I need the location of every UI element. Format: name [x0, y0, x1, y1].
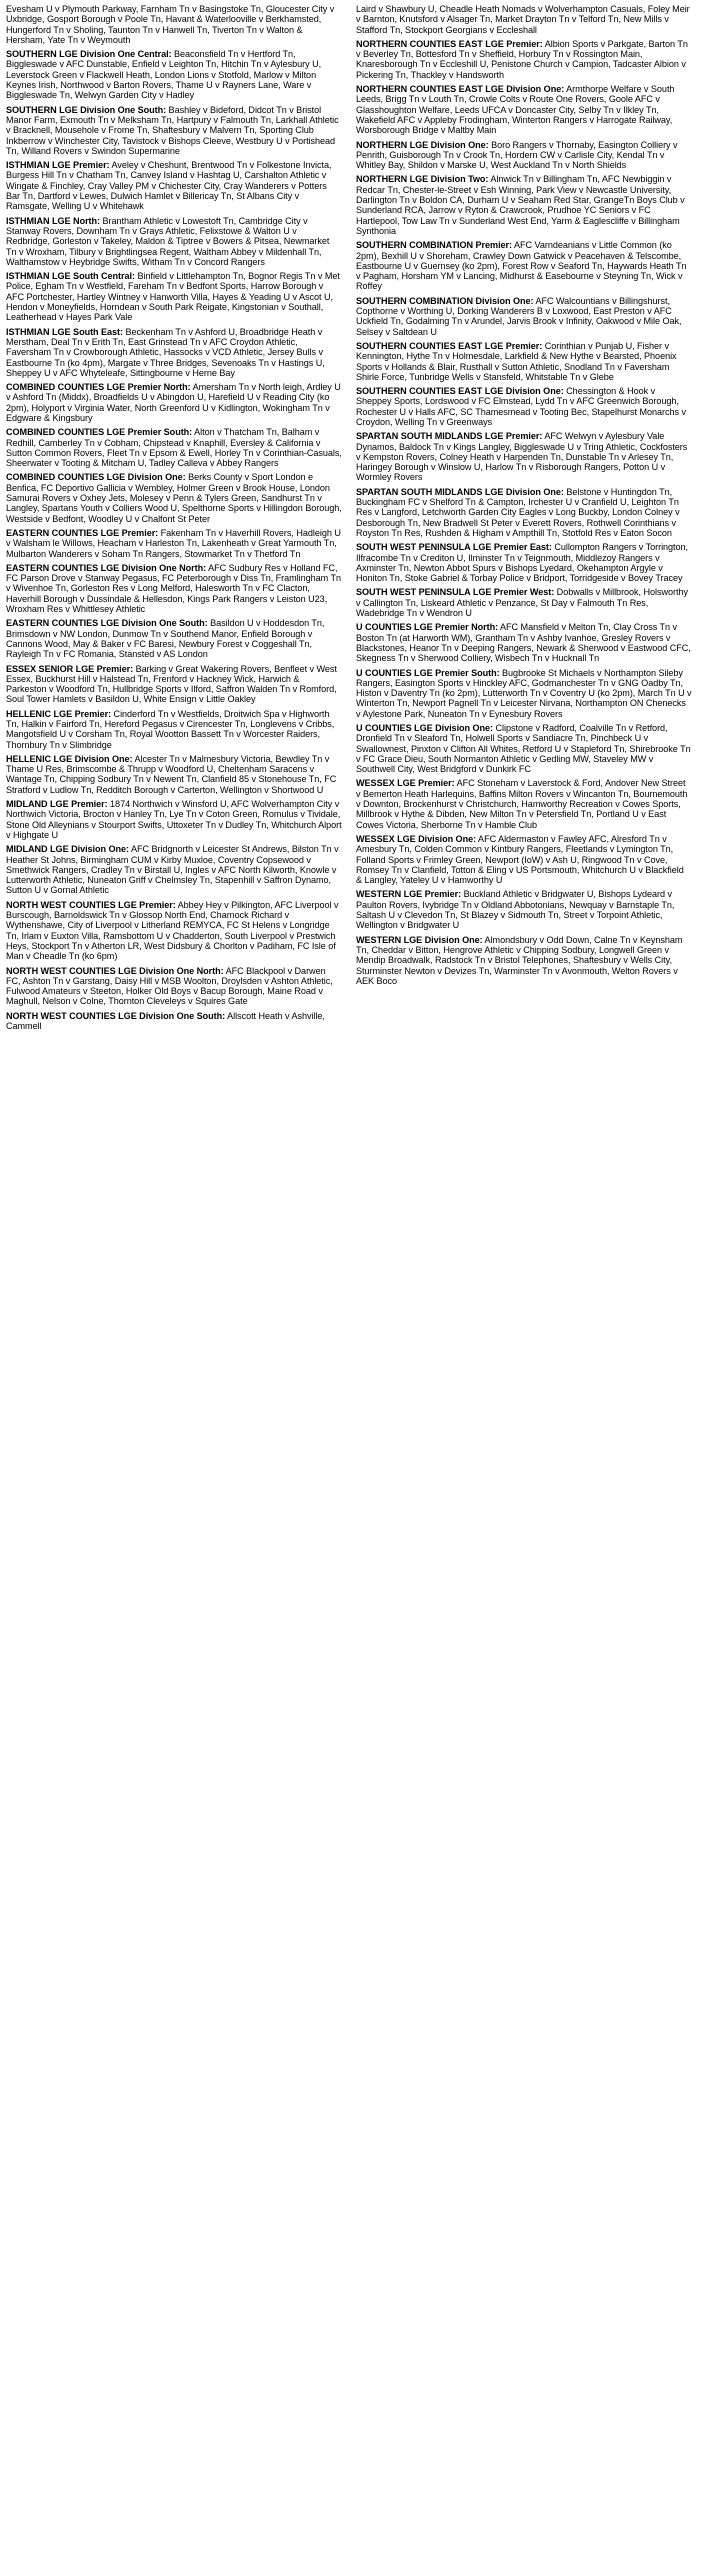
fixtures-text: AFC Varndeanians v Little Common (ko 2pm), Bexhill U v Shoreham, Crawley Down Gatwick v Peacehaven & Telscombe, Eastbourne U v Guernsey (ko 2pm), Forest Row v Seaford Tn, Haywards Heath Tn v Pagham, Horsham YM v Lancing, Midhurst & Easebourne v Steyning Tn, Wick v Roffey — [356, 240, 687, 292]
league-heading: SOUTHERN COMBINATION Division One: — [356, 295, 534, 306]
fixtures-text: Beaconsfield Tn v Hertford Tn, Biggleswade v AFC Dunstable, Enfield v Leighton Tn, Hitchin Tn v Aylesbury U, Leverstock Green v Flackwell Heath, London Lions v Stotfold, Marlow v Milton Keynes Irish, Northwood v Barton Rovers, Thame U v Rayners Lane, Ware v Biggleswade Tn, Welwyn Garden City v Hadley — [6, 49, 322, 101]
fixtures-text: Basildon U v Hoddesdon Tn, Brimsdown v NW London, Dunmow Tn v Southend Manor, Enfield Borough v Cannons Wood, May & Baker v FC Baresi, Newbury Forest v Coggeshall Tn, Rayleigh Tn v FC Romania, Stansted v AS London — [6, 618, 325, 660]
fixtures-text: Aveley v Cheshunt, Brentwood Tn v Folkestone Invicta, Burgess Hill Tn v Chatham Tn, Canvey Island v Hashtag U, Carshalton Athletic v Wingate & Finchley, Cray Valley PM v Chichester City, Cray Wanderers v Potters Bar Tn, Dartford v Lewes, Dulwich Hamlet v Billericay Tn, St Albans City v Ramsgate, Welling U v Whitehawk — [6, 160, 332, 212]
fixtures-text: AFC Aldermaston v Fawley AFC, Alresford Tn v Amesbury Tn, Colden Common v Kintbury Rangers, Fleetlands v Lymington Tn, Folland Sports v Frimley Green, Newport (IoW) v Ash U, Ringwood Tn v Cove, Romsey Tn v Clanfield, Totton & Eling v US Portsmouth, Whitchurch U v Blackfield & Langley, Yateley U v Hamworthy U — [356, 833, 684, 886]
league-heading: MIDLAND LGE Premier: — [6, 799, 108, 810]
fixtures-text: Beckenham Tn v Ashford U, Broadbridge Heath v Merstham, Deal Tn v Erith Tn, East Grinstead Tn v AFC Croydon Athletic, Faversham Tn v Crowborough Athletic, Hassocks v VCD Athletic, Jersey Bulls v Eastbourne Tn (ko 4pm), Margate v Three Bridges, Sevenoaks Tn v Hastings U, Sheppey U v AFC Whyteleafe, Sittingbourne v Herne Bay — [6, 326, 325, 378]
fixtures-entry — [6, 472, 342, 523]
fixtures-entry — [356, 587, 692, 618]
column-right — [356, 4, 692, 990]
fixtures-entry — [356, 622, 692, 663]
league-heading: U COUNTIES LGE Division One: — [356, 723, 494, 733]
league-heading: WESSEX LGE Premier: — [356, 778, 455, 789]
fixtures-entry — [6, 4, 342, 45]
fixtures-text: Binfield v Littlehampton Tn, Bognor Regis Tn v Met Police, Egham Tn v Westfield, Fareham Tn v Bedfont Sports, Harrow Borough v AFC Portchester, Hartley Wintney v Hanworth Villa, Hayes & Yeading U v Ascot U, Hendon v Moneyfields, Horndean v South Park Reigate, Kingstonian v Southall, Leatherhead v Hayes Park Vale — [6, 271, 340, 323]
league-heading: NORTHERN COUNTIES EAST LGE Division One: — [356, 84, 565, 95]
fixtures-text: Bugbrooke St Michaels v Northampton Sileby Rangers, Easington Sports v Hinckley AFC, Godmanchester Tn v GNG Oadby Tn, Histon v Daventry Tn (ko 2pm), Lutterworth Tn v Coventry U (ko 2pm), March Tn U v Winterton Tn, Newport Pagnell Tn v Leicester Nirvana, Northampton ON Chenecks v Aylestone Park, Nuneaton Tn v Eynesbury Rovers — [356, 667, 692, 719]
fixtures-text: AFC Walcountians v Billingshurst, Copthorne v Worthing U, Dorking Wanderers B v Loxwood, East Preston v AFC Uckfield Tn, Godalming Tn v Arundel, Jarvis Brook v Infinity, Oakwood v Mile Oak, Selsey v Saltdean U — [356, 295, 682, 337]
league-heading: SOUTH WEST PENINSULA LGE Premier West: — [356, 587, 555, 598]
fixtures-text: Cullompton Rangers v Torrington, Ilfracombe Tn v Crediton U, Ilminster Tn v Teignmouth, Middlezoy Rangers v Axminster Tn, Newton Abbot Spurs v Bishops Lyedard, Okehampton Argyle v Honiton Tn, Stoke Gabriel & Torbay Police v Bridport, Torridgeside v Bovey Tracey — [356, 542, 689, 584]
fixtures-text: AFC Mansfield v Melton Tn, Clay Cross Tn v Boston Tn (at Harworth WM), Grantham Tn v Ashby Ivanhoe, Gresley Rovers v Blackstones, Heanor Tn v Deeping Rangers, Newark & Sherwood v Eastwood CFC, Skegness Tn v Sherwood Colliery, Wisbech Tn v Hucknall Tn — [356, 622, 691, 664]
fixtures-text: Fakenham Tn v Haverhill Rovers, Hadleigh U v Walsham le Willows, Heacham v Harleston Tn, Lakenheath v Great Yarmouth Tn, Mulbarton Wanderers v Soham Tn Rangers, Stowmarket Tn v Thetford Tn — [6, 527, 341, 559]
fixtures-text: Alton v Thatcham Tn, Balham v Redhill, Camberley Tn v Cobham, Chipstead v Knaphill, Eversley & California v Sutton Common Rovers, Fleet Tn v Epsom & Ewell, Horley Tn v Corinthian-Casuals, Sheerwater v Tooting & Mitcham U, Tadley Calleva v Abbey Rangers — [6, 427, 342, 469]
league-heading: WESTERN LGE Division One: — [356, 934, 483, 945]
league-heading: SOUTHERN COMBINATION Premier: — [356, 240, 513, 251]
fixtures-entry — [356, 386, 692, 427]
fixtures-entry — [6, 528, 342, 559]
fixtures-text: Alcester Tn v Malmesbury Victoria, Bewdley Tn v Thame U Res, Brimscombe & Thrupp v Woodford U, Cheltenham Saracens v Wantage Tn, Chipping Sodbury Tn v Newent Tn, Clanfield 85 v Stonehouse Tn, FC Stratford v Ludlow Tn, Redditch Borough v Carterton, Wellington v Shortwood U — [6, 753, 337, 795]
fixtures-text: Chessington & Hook v Sheppey Sports, Lordswood v FC Elmstead, Lydd Tn v AFC Greenwich Borough, Rochester U v Halls AFC, SC Thamesmead v Tooting Bec, Stapelhurst Monarchs v Croydon, Welling Tn v Greenways — [356, 386, 686, 427]
fixtures-entry — [356, 140, 692, 171]
fixtures-entry — [6, 900, 342, 962]
fixtures-text: Almondsbury v Odd Down, Calne Tn v Keynsham Tn, Cheddar v Bitton, Hengrove Athletic v Chipping Sodbury, Longwell Green v Mendip Broadwalk, Radstock Tn v Bristol Telephones, Shaftesbury v Wells City, Sturminster Newton v Devizes Tn, Warminster Tn v Avonmouth, Welton Rovers v AEK Boco — [356, 934, 683, 986]
league-heading: NORTH WEST COUNTIES LGE Division One South: — [6, 1010, 226, 1021]
fixtures-entry — [356, 431, 692, 482]
league-heading: NORTHERN LGE Division Two: — [356, 174, 489, 185]
fixtures-entry — [356, 487, 692, 538]
league-heading: HELLENIC LGE Premier: — [6, 708, 112, 719]
league-heading: COMBINED COUNTIES LGE Premier South: — [6, 427, 193, 438]
fixtures-entry — [6, 709, 342, 750]
fixtures-text: Boro Rangers v Thornaby, Easington Colliery v Penrith, Guisborough Tn v Crook Tn, Hordern CW v Carlisle City, Kendal Tn v Whitley Bay, Shildon v Marske U, West Auckland Tn v North Shields — [356, 139, 678, 171]
fixtures-entry — [6, 49, 342, 100]
fixtures-entry — [356, 174, 692, 236]
fixtures-entry — [6, 618, 342, 659]
fixtures-entry — [6, 382, 342, 423]
fixtures-entry — [356, 668, 692, 719]
league-heading: COMBINED COUNTIES LGE Division One: — [6, 472, 186, 483]
league-heading: SPARTAN SOUTH MIDLANDS LGE Division One: — [356, 486, 564, 497]
fixtures-text: Berks County v Sport London e Benfica, FC Deportivo Gallicia v Wembley, Holmer Green v Brook House, London Samurai Rovers v Oxhey Jets, Molesey v Penn & Tylers Green, Sandhurst Tn v Langley, Spartans Youth v Colliers Wood U, Spelthorne Sports v Hillingdon Borough, Westside v Bedfont, Woodley U v Chalfont St Peter — [6, 472, 342, 524]
fixtures-text: Bashley v Bideford, Didcot Tn v Bristol Manor Farm, Exmouth Tn v Melksham Tn, Hartpury v Falmouth Tn, Larkhall Athletic v Bracknell, Mousehole v Frome Tn, Shaftesbury v Malvern Tn, Sporting Club Inkberrow v Winchester City, Tavistock v Bishops Cleeve, Westbury U v Portishead Tn, Willand Rovers v Swindon Supermarine — [6, 104, 339, 156]
fixtures-entry — [6, 664, 342, 705]
league-heading: NORTHERN LGE Division One: — [356, 139, 489, 150]
league-heading: SOUTHERN COUNTIES EAST LGE Division One: — [356, 386, 564, 397]
fixtures-entry — [356, 889, 692, 930]
league-heading: MIDLAND LGE Division One: — [6, 844, 130, 855]
league-heading: ISTHMIAN LGE South East: — [6, 326, 124, 337]
league-heading: NORTHERN COUNTIES EAST LGE Premier: — [356, 38, 543, 49]
fixtures-text: Buckland Athletic v Bridgwater U, Bishops Lydeard v Paulton Rovers, Ivybridge Tn v Oldland Abbotonians, Newquay v Barnstaple Tn, Saltash U v Clevedon Tn, St Blazey v Sidmouth Tn, Street v Torpoint Athletic, Wellington v Bridgwater U — [356, 889, 675, 931]
league-heading: NORTH WEST COUNTIES LGE Premier: — [6, 899, 176, 910]
league-heading: NORTH WEST COUNTIES LGE Division One North: — [6, 965, 224, 976]
fixtures-entry — [6, 216, 342, 267]
league-heading: SPARTAN SOUTH MIDLANDS LGE Premier: — [356, 431, 543, 442]
fixtures-text: AFC Stoneham v Laverstock & Ford, Andover New Street v Bemerton Heath Harlequins, Baffins Milton Rovers v Wincanton Tn, Bournemouth v Downton, Brockenhurst v Christchurch, Hamworthy Recreation v Cowes Sports, Millbrook v Hythe & Dibden, New Milton Tn v Petersfield Tn, Portland U v East Cowes Victoria, Sherborne Tn v Hamble Club — [356, 778, 688, 830]
fixtures-entry — [356, 778, 692, 829]
league-heading: ESSEX SENIOR LGE Premier: — [6, 663, 134, 674]
fixtures-entry — [356, 4, 692, 35]
fixtures-text: Amersham Tn v North leigh, Ardley U v Ashford Tn (Middx), Broadfields U v Abingdon U, Harefield U v Reading City (ko 2pm), Holyport v Virginia Water, North Greenford U v Kidlington, Wokingham Tn v Edgware & Kingsbury — [6, 382, 341, 423]
fixtures-entry — [6, 327, 342, 378]
league-heading: ISTHMIAN LGE North: — [6, 215, 101, 226]
fixtures-text: 1874 Northwich v Winsford U, AFC Wolverhampton City v Northwich Victoria, Brocton v Hanley Tn, Lye Tn v Coton Green, Romulus v Tividale, Stone Old Alleynians v Stourport Swifts, Uttoxeter Tn v Dudley Tn, Whitchurch Alport v Highgate U — [6, 799, 342, 840]
fixtures-entry — [356, 240, 692, 291]
league-heading: WESTERN LGE Premier: — [356, 889, 462, 900]
fixtures-text: Cinderford Tn v Westfields, Droitwich Spa v Highworth Tn, Halkin v Fairford Tn, Hereford Pegasus v Cirencester Tn, Longlevens v Cribbs, Mangotsfield U v Corsham Tn, Royal Wootton Bassett Tn v Worcester Raiders, Thornbury Tn v Slimbridge — [6, 708, 335, 750]
fixtures-text: Clipstone v Radford, Coalville Tn v Retford, Dronfield Tn v Sleaford Tn, Holwell Sports v Sandiacre Tn, Pinchbeck U v Swallownest, Pinxton v Clifton All Whites, Retford U v Stapleford Tn, Shirebrooke Tn v FC Grace Dieu, South Normanton Athletic v Gedling MW, Staveley MW v Southwell City, West Bridgford v Dunkirk FC — [356, 723, 691, 775]
fixtures-text: Laird v Shawbury U, Cheadle Heath Nomads v Wolverhampton Casuals, Foley Meir v Barnton, Knutsford v Alsager Tn, Market Drayton Tn v Telford Tn, New Mills v Stafford Tn, Stockport Georgians v Eccleshall — [356, 4, 690, 35]
fixtures-entry — [356, 834, 692, 885]
fixtures-text: Albion Sports v Parkgate, Barton Tn v Beverley Tn, Bottesford Tn v Sheffield, Horbury Tn v Rossington Main, Knaresborough Tn v Eccleshill U, Penistone Church v Campion, Tadcaster Albion v Pickering Tn, Thackley v Handsworth — [356, 38, 688, 80]
league-heading: EASTERN COUNTIES LGE Division One North: — [6, 562, 207, 573]
league-heading: U COUNTIES LGE Premier North: — [356, 622, 499, 633]
league-heading: EASTERN COUNTIES LGE Premier: — [6, 527, 159, 538]
league-heading: ISTHMIAN LGE South Central: — [6, 271, 135, 282]
league-heading: ISTHMIAN LGE Premier: — [6, 160, 110, 171]
fixtures-entry — [6, 271, 342, 322]
column-left — [6, 4, 342, 1035]
fixtures-entry — [6, 563, 342, 614]
fixtures-entry — [6, 105, 342, 156]
fixtures-entry — [356, 723, 692, 774]
fixtures-text: Abbey Hey v Pilkington, AFC Liverpool v Burscough, Barnoldswick Tn v Glossop North End, Charnock Richard v Wythenshawe, City of Liverpool v Litherland REMYCA, FC St Helens v Longridge Tn, Irlam v Euxton Villa, Ramsbottom U v Chadderton, South Liverpool v Prestwich Heys, Stockport Tn v Atherton LR, West Didsbury & Chorlton v Padiham, FC Isle of Man v Cheadle Tn (ko 6pm) — [6, 899, 339, 962]
fixtures-entry — [356, 542, 692, 583]
fixtures-text: Evesham U v Plymouth Parkway, Farnham Tn v Basingstoke Tn, Gloucester City v Uxbridge, Gosport Borough v Poole Tn, Havant & Waterlooville v Berkhamsted, Hungerford Tn v Sholing, Taunton Tn v Hanwell Tn, Tiverton Tn v Walton & Hersham, Yate Tn v Weymouth — [6, 4, 335, 45]
fixtures-entry — [6, 966, 342, 1007]
fixtures-text: AFC Blackpool v Darwen FC, Ashton Tn v Garstang, Daisy Hill v MSB Woolton, Droylsden v Ashton Athletic, Fulwood Amateurs v Steeton, Holker Old Boys v Bacup Borough, Maine Road v Maghull, Nelson v Colne, Thornton Cleveleys v Squires Gate — [6, 965, 333, 1007]
league-heading: EASTERN COUNTIES LGE Division One South: — [6, 618, 208, 629]
fixtures-entry — [6, 427, 342, 468]
fixtures-text: Armthorpe Welfare v South Leeds, Brigg Tn v Louth Tn, Crowle Colts v Route One Rovers, Goole AFC v Glasshoughton Welfare, Leeds UFCA v Doncaster City, Selby Tn v Ilkley Tn, Wakefield AFC v Appleby Frodingham, Winterton Rangers v Harrogate Railway, Worsborough Bridge v Maltby Main — [356, 84, 675, 136]
league-heading: HELLENIC LGE Division One: — [6, 753, 133, 764]
fixtures-text: AFC Welwyn v Aylesbury Vale Dynamos, Baldock Tn v Kings Langley, Biggleswade U v Tring Athletic, Cockfosters v Kempston Rovers, Colney Heath v Harpenden Tn, Dunstable Tn v Arlesey Tn, Haringey Borough v Winslow U, Harlow Tn v Risborough Rangers, Potton U v Wormley Rovers — [356, 431, 688, 483]
fixtures-entry — [6, 754, 342, 795]
league-heading: COMBINED COUNTIES LGE Premier North: — [6, 382, 191, 393]
fixtures-entry — [356, 341, 692, 382]
fixtures-entry — [6, 844, 342, 895]
fixtures-text: Alnwick Tn v Billingham Tn, AFC Newbiggin v Redcar Tn, Chester-le-Street v Esh Winning, Park View v Newcastle University, Darlington Tn v Boldon CA, Durham U v Seaham Red Star, GrangeTn Boys Club v Sunderland RCA, Jarrow v Ryton & Crawcrook, Prudhoe YC Seniors v FC Hartlepool, Tow Law Tn v Sunderland West End, Yarm & Eaglescliffe v Billingham Synthonia — [356, 174, 685, 236]
fixtures-entry — [6, 799, 342, 840]
fixtures-text: Barking v Great Wakering Rovers, Benfleet v West Essex, Buckhurst Hill v Halstead Tn, Frenford v Hackney Wick, Harwich & Parkeston v Woodford Tn, Hullbridge Sports v Ilford, Saffron Walden Tn v Romford, Soul Tower Hamlets v Basildon U, White Ensign v Little Oakley — [6, 663, 337, 705]
fixtures-entry — [356, 935, 692, 986]
fixtures-page — [0, 0, 711, 1045]
fixtures-entry — [6, 1011, 342, 1032]
fixtures-text: Dobwalls v Millbrook, Holsworthy v Callington Tn, Liskeard Athletic v Penzance, St Day v Falmouth Tn Res, Wadebridge Tn v Wendron U — [356, 587, 688, 619]
fixtures-entry — [356, 296, 692, 337]
fixtures-text: AFC Bridgnorth v Leicester St Andrews, Bilston Tn v Heather St Johns, Birmingham CUM v Kirby Muxloe, Coventry Copsewood v Smethwick Rangers, Cradley Tn v Birstall U, Ingles v AFC North Kilworth, Knowle v Lutterworth Athletic, Nuneaton Griff v Chelmsley Tn, Stapenhill v Saffron Dynamo, Sutton U v Gornal Athletic — [6, 844, 339, 896]
fixtures-entry — [6, 160, 342, 211]
fixtures-text: AFC Sudbury Res v Holland FC, FC Parson Drove v Stanway Pegasus, FC Peterborough v Diss Tn, Framlingham Tn v Wivenhoe Tn, Gorleston Res v Long Melford, Halesworth Tn v FC Clacton, Haverhill Borough v Dussindale & Hellesdon, Kings Park Rangers v Leiston U23, Wroxham Res v Whittlesey Athletic — [6, 562, 341, 615]
fixtures-text: Brantham Athletic v Lowestoft Tn, Cambridge City v Stanway Rovers, Downham Tn v Grays Athletic, Felixstowe & Walton U v Redbridge, Gorleston v Takeley, Maldon & Tiptree v Bowers & Pitsea, Newmarket Tn v Wroxham, Tilbury v Brightlingsea Regent, Waltham Abbey v Mildenhall Tn, Walthamstow v Heybridge Swifts, Witham Tn v Concord Rangers — [6, 215, 330, 267]
league-heading: U COUNTIES LGE Premier South: — [356, 667, 500, 678]
fixtures-text: Allscott Heath v Ashville, Cammell — [6, 1010, 325, 1032]
two-column-layout — [6, 4, 705, 1035]
fixtures-text: Belstone v Huntingdon Tn, Buckingham FC v Shelford Tn & Campton, Irchester U v Cranfield U, Leighton Tn Res v Langford, Letchworth Garden City Eagles v Long Buckby, London Colney v Desborough Tn, New Bradwell St Peter v Everett Rovers, Rothwell Corinthians v Royston Tn Res, Rushden & Higham v Ampthill Tn, Stotfold Res v Eaton Socon — [356, 486, 680, 538]
league-heading: SOUTH WEST PENINSULA LGE Premier East: — [356, 542, 552, 553]
league-heading: SOUTHERN LGE Division One Central: — [6, 49, 172, 60]
league-heading: SOUTHERN COUNTIES EAST LGE Premier: — [356, 340, 543, 351]
fixtures-entry — [356, 39, 692, 80]
fixtures-text: Corinthian v Punjab U, Fisher v Kennington, Hythe Tn v Holmesdale, Larkfield & New Hythe v Bearsted, Phoenix Sports v Hollands & Blair, Rusthall v Sutton Athletic, Snodland Tn v Faversham Shirle Force, Tunbridge Wells v Stansfeld, Whitstable Tn v Glebe — [356, 340, 677, 382]
league-heading: WESSEX LGE Division One: — [356, 833, 477, 844]
fixtures-entry — [356, 84, 692, 135]
league-heading: SOUTHERN LGE Division One South: — [6, 104, 167, 115]
